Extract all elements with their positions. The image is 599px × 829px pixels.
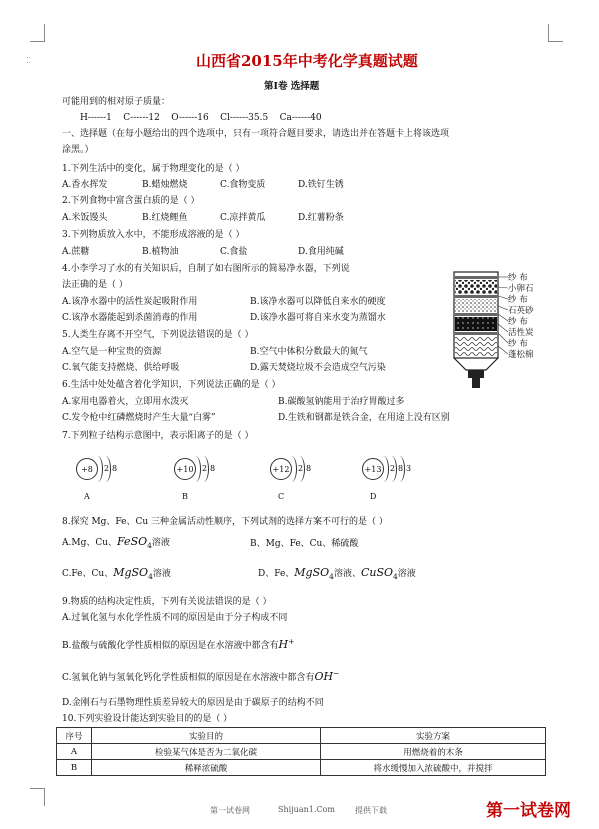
table-cell: 用燃烧着的木条: [321, 744, 546, 760]
brand-logo: 第一试卷网: [486, 801, 571, 821]
q9-option-a: A.过氧化氢与水化学性质不同的原因是由于分子构成不同: [62, 613, 288, 623]
shell-electrons: 3: [406, 464, 412, 473]
q8-option-d: D、Fe、MgSO$_4$溶液、CuSO$_4$溶液: [258, 566, 416, 581]
q3-option-a: A.蔗糖: [62, 247, 90, 257]
table-cell: B: [57, 760, 92, 776]
filter-label: 纱 布: [508, 339, 528, 349]
q4-option-d: D.该净水器可将自来水变为蒸馏水: [250, 313, 386, 323]
crop-mark: [30, 41, 45, 42]
q9-option-d: D.金刚石与石墨物理性质差异较大的原因是由于碳原子的结构不同: [62, 698, 324, 708]
table-header-row: [57, 728, 546, 744]
header-cell: 序号: [57, 728, 92, 744]
crop-mark: [44, 788, 45, 806]
q2-option-c: C.凉拌黄瓜: [220, 213, 266, 223]
q3-option-b: B.植物油: [142, 247, 179, 257]
filter-label: 蓬松棉: [508, 350, 534, 360]
q4-option-a: A.该净水器中的活性炭起吸附作用: [62, 297, 198, 307]
q1-stem: 1.下列生活中的变化，属于物理变化的是（ ）: [62, 164, 245, 174]
q7-stem: 7.下列粒子结构示意图中，表示阳离子的是（ ）: [62, 431, 254, 441]
shell-electrons: 2: [390, 464, 396, 473]
q2-stem: 2.下列食物中富含蛋白质的是（ ）: [62, 196, 200, 206]
filter-label: 纱 布: [508, 317, 528, 327]
shell-electrons: 8: [112, 464, 118, 473]
footer-site[interactable]: Shijuan1.Com: [278, 805, 335, 814]
shell-electrons: 2: [104, 464, 110, 473]
table-row: [57, 744, 546, 760]
header-cell: 实验目的: [92, 728, 321, 744]
q9-option-c: C.氢氧化钠与氢氧化钙化学性质相似的原因是在水溶液中都含有OH−: [62, 669, 340, 683]
q4-option-b: B.该净水器可以降低自来水的硬度: [250, 297, 386, 307]
part1-instructions: 一、选择题（在每小题给出的四个选项中，只有一项符合题目要求，请选出并在答题卡上将该选项: [62, 129, 450, 139]
q3-stem: 3.下列物质放入水中，不能形成溶液的是（ ）: [62, 230, 245, 240]
section-title: 第Ⅰ卷 选择题: [264, 81, 320, 92]
table-cell: 稀释浓硫酸: [92, 760, 321, 776]
nucleus: +13: [362, 458, 384, 480]
table-cell: 将水缓慢加入浓硫酸中，并搅拌: [321, 760, 546, 776]
q2-option-a: A.米饭馒头: [62, 213, 108, 223]
option-label: D: [370, 492, 377, 501]
q1-option-d: D.铁钉生锈: [298, 180, 344, 190]
q5-option-c: C.氧气能支持燃烧、供给呼吸: [62, 363, 180, 373]
filter-label: 纱 布: [508, 273, 528, 283]
shell-electrons: 8: [210, 464, 216, 473]
page-title: 山西省2015年中考化学真题试题: [196, 52, 418, 70]
q2-option-d: D.红薯粉条: [298, 213, 344, 223]
q8-stem: 8.探究 Mg、Fe、Cu 三种金属活动性顺序，下列试剂的选择方案不可行的是（ ）: [62, 517, 388, 527]
atomic-masses: H------1 C------12 O------16 Cl------35.5 Ca------40: [80, 113, 322, 123]
table-cell: A: [57, 744, 92, 760]
filter-label: 活性炭: [508, 328, 534, 338]
table-row: [57, 760, 546, 776]
part1-instructions-cont: 涂黑。）: [62, 145, 94, 155]
q9-stem: 9.物质的结构决定性质，下列有关说法错误的是（ ）: [62, 597, 272, 607]
q8-option-b: B、Mg、Fe、Cu、稀硫酸: [250, 539, 359, 549]
q6-stem: 6.生活中处处蕴含着化学知识，下列说法正确的是（ ）: [62, 380, 281, 390]
q5-stem: 5.人类生存离不开空气，下列说法错误的是（ ）: [62, 330, 254, 340]
shell-electrons: 2: [202, 464, 208, 473]
nucleus: +12: [270, 458, 292, 480]
footer-right: 提供下载: [355, 806, 387, 815]
q6-option-c: C.发令枪中红磷燃烧时产生大量“白雾”: [62, 413, 216, 423]
filter-label: 小卵石: [508, 284, 534, 294]
q3-option-d: D.食用纯碱: [298, 247, 344, 257]
crop-mark: [44, 24, 45, 42]
q5-option-d: D.露天焚烧垃圾不会造成空气污染: [250, 363, 386, 373]
crop-mark: [548, 24, 549, 42]
nucleus: +10: [174, 458, 196, 480]
q5-option-a: A.空气是一种宝贵的资源: [62, 347, 162, 357]
shell-electrons: 8: [306, 464, 312, 473]
q8-option-c: C.Fe、Cu、MgSO$_4$溶液: [62, 566, 171, 581]
table-cell: 检验某气体是否为二氧化碳: [92, 744, 321, 760]
filter-label: 纱 布: [508, 295, 528, 305]
move-handle-icon[interactable]: ⁚⁚: [26, 56, 32, 65]
q1-option-b: B.蜡烛燃烧: [142, 180, 188, 190]
filter-label: 石英砂: [508, 306, 534, 316]
nucleus: +8: [76, 458, 98, 480]
q10-table: [56, 727, 546, 776]
q3-option-c: C.食盐: [220, 247, 248, 257]
shell-electrons: 2: [298, 464, 304, 473]
shell-electrons: 8: [398, 464, 404, 473]
q2-option-b: B.红烧鲤鱼: [142, 213, 188, 223]
q10-stem: 10.下列实验设计能达到实验目的的是（ ）: [62, 714, 233, 724]
q8-option-a: A.Mg、Cu、FeSO$_4$溶液: [62, 535, 170, 550]
option-label: A: [84, 492, 90, 501]
footer-left: 第一试卷网: [210, 806, 250, 815]
atomic-masses-label: 可能用到的相对原子质量：: [62, 97, 171, 107]
q6-option-d: D.生铁和钢都是铁合金，在用途上没有区别: [278, 413, 450, 423]
q4-option-c: C.该净水器能起到杀菌消毒的作用: [62, 313, 198, 323]
crop-mark: [30, 788, 45, 789]
q5-option-b: B.空气中体积分数最大的氮气: [250, 347, 368, 357]
q1-option-c: C.食物变质: [220, 180, 266, 190]
crop-mark: [548, 41, 563, 42]
water-filter-diagram: [446, 266, 508, 396]
option-label: B: [182, 492, 188, 501]
q9-option-b: B.盐酸与硫酸化学性质相似的原因是在水溶液中都含有H+: [62, 637, 295, 651]
q1-option-a: A.香水挥发: [62, 180, 108, 190]
header-cell: 实验方案: [321, 728, 546, 744]
option-label: C: [278, 492, 285, 501]
q6-option-a: A.家用电器着火，立即用水泼灭: [62, 397, 189, 407]
q4-stem-cont: 法正确的是（ ）: [62, 280, 128, 290]
q6-option-b: B.碳酸氢钠能用于治疗胃酸过多: [278, 397, 405, 407]
q4-stem: 4.小李学习了水的有关知识后，自制了如右图所示的简易净水器，下列说: [62, 264, 350, 274]
